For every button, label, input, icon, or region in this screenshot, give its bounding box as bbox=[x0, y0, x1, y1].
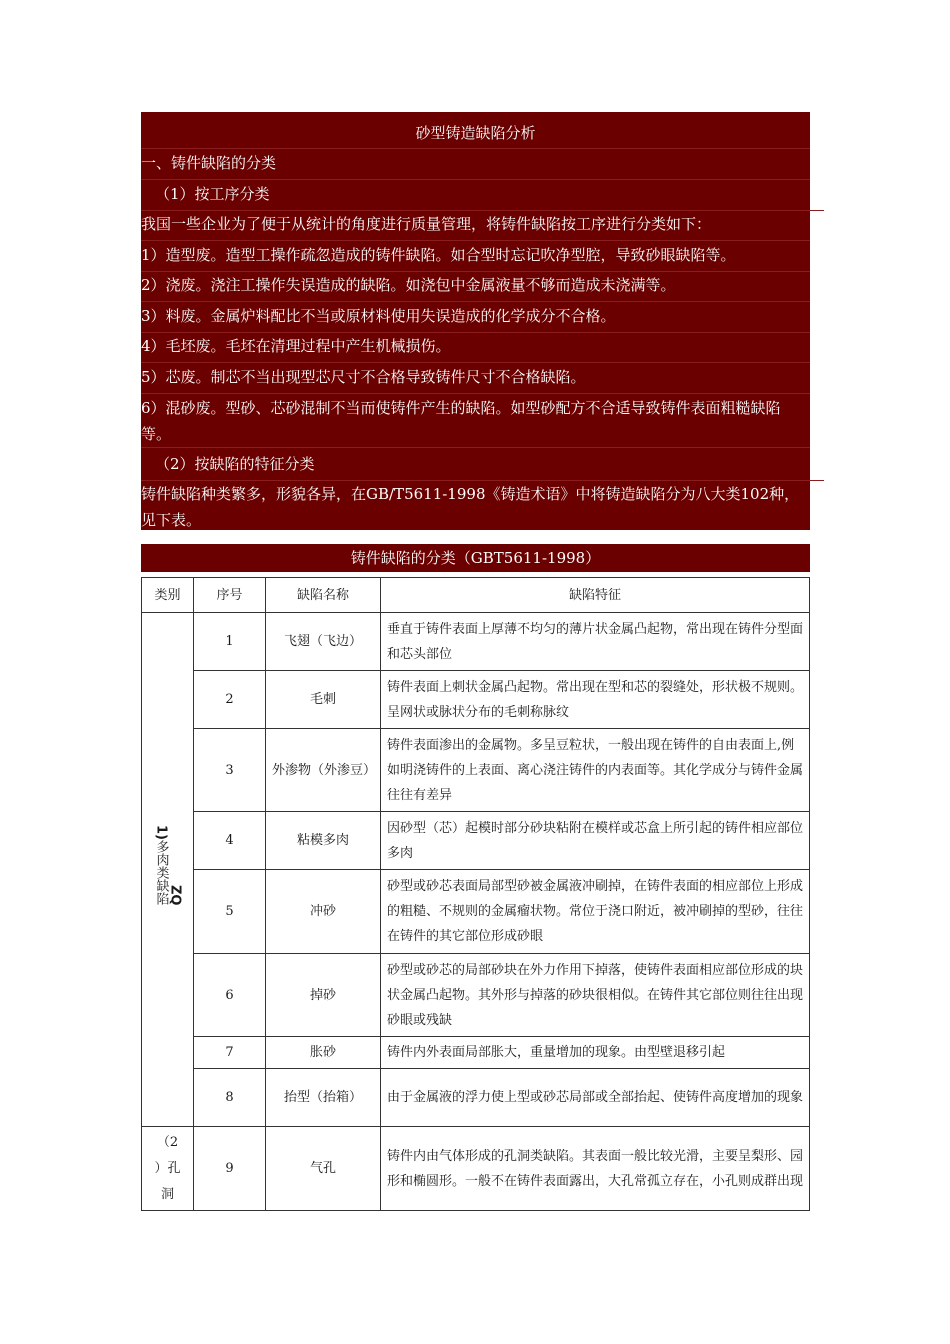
defect-feature: 铸件内由气体形成的孔洞类缺陷。其表面一般比较光滑，主要呈梨形、园形和椭圆形。一般不在铸件表面露出，大孔常孤立存在，小孔则成群出现 bbox=[381, 1127, 810, 1211]
section-heading-1: 一、铸件缺陷的分类 bbox=[141, 150, 810, 180]
row-number: 1 bbox=[194, 613, 266, 671]
doc-title: 砂型铸造缺陷分析 bbox=[141, 120, 810, 149]
sub-heading-feature: （2）按缺陷的特征分类 bbox=[141, 451, 824, 481]
defect-name: 外渗物（外渗豆） bbox=[266, 729, 381, 812]
column-header: 序号 bbox=[194, 578, 266, 613]
table-header-row bbox=[142, 578, 810, 613]
category-text: 多肉类缺陷 bbox=[153, 840, 169, 905]
table-row bbox=[142, 954, 810, 1037]
defect-name: 掉砂 bbox=[266, 954, 381, 1037]
defect-feature: 砂型或砂芯的局部砂块在外力作用下掉落，使铸件表面相应部位形成的块状金属凸起物。其外形与掉落的砂块很相似。在铸件其它部位则往往出现砂眼或残缺 bbox=[381, 954, 810, 1037]
defect-name: 胀砂 bbox=[266, 1037, 381, 1069]
intro-paragraph: 我国一些企业为了便于从统计的角度进行质量管理，将铸件缺陷按工序进行分类如下： bbox=[141, 211, 810, 241]
list-item: 2）浇废。浇注工操作失误造成的缺陷。如浇包中金属液量不够而造成未浇满等。 bbox=[141, 272, 810, 302]
list-item: 1）造型废。造型工操作疏忽造成的铸件缺陷。如合型时忘记吹净型腔，导致砂眼缺陷等。 bbox=[141, 242, 810, 272]
list-item: 3）料废。金属炉料配比不当或原材料使用失误造成的化学成分不合格。 bbox=[141, 303, 810, 333]
table-row bbox=[142, 729, 810, 812]
category-label bbox=[154, 825, 168, 905]
defect-name: 粘模多肉 bbox=[266, 812, 381, 870]
table-title: 铸件缺陷的分类（GBT5611-1998） bbox=[141, 544, 810, 572]
category-2-line: （2 bbox=[156, 1134, 179, 1150]
defect-feature: 垂直于铸件表面上厚薄不均匀的薄片状金属凸起物，常出现在铸件分型面和芯头部位 bbox=[381, 613, 810, 671]
list-item: 4）毛坯废。毛坯在清理过程中产生机械损伤。 bbox=[141, 333, 810, 363]
row-number: 6 bbox=[194, 954, 266, 1037]
column-header: 类别 bbox=[142, 578, 194, 613]
defect-feature: 砂型或砂芯表面局部型砂被金属液冲刷掉，在铸件表面的相应部位上形成的粗糙、不规则的金属瘤状物。常位于浇口附近，被冲刷掉的型砂，往往在铸件的其它部位形成砂眼 bbox=[381, 870, 810, 954]
defect-table bbox=[141, 577, 810, 1211]
defect-name: 毛刺 bbox=[266, 671, 381, 729]
category-cell-holes bbox=[142, 1127, 194, 1211]
sub-heading-process: （1）按工序分类 bbox=[141, 181, 824, 211]
category-prefix: 1) bbox=[153, 825, 169, 840]
list-item: 6）混砂废。型砂、芯砂混制不当而使铸件产生的缺陷。如型砂配方不合适导致铸件表面粗糙缺陷等。 bbox=[141, 395, 810, 448]
table-row bbox=[142, 870, 810, 954]
row-number: 8 bbox=[194, 1069, 266, 1127]
category-label-2 bbox=[142, 1130, 193, 1208]
defect-name: 抬型（抬箱） bbox=[266, 1069, 381, 1127]
list-item: 5）芯废。制芯不当出现型芯尺寸不合格导致铸件尺寸不合格缺陷。 bbox=[141, 364, 810, 394]
column-header: 缺陷特征 bbox=[381, 578, 810, 613]
category-2-line: 洞 bbox=[160, 1186, 174, 1202]
defect-name: 冲砂 bbox=[266, 870, 381, 954]
table-row bbox=[142, 1127, 810, 1211]
intro-block bbox=[141, 112, 810, 530]
row-number: 2 bbox=[194, 671, 266, 729]
category-code-text: ZQ bbox=[167, 884, 183, 905]
table-row bbox=[142, 812, 810, 870]
row-number: 3 bbox=[194, 729, 266, 812]
category-code bbox=[168, 885, 182, 905]
table-row bbox=[142, 613, 810, 671]
table-row bbox=[142, 1037, 810, 1069]
defect-feature: 因砂型（芯）起模时部分砂块粘附在模样或芯盒上所引起的铸件相应部位多肉 bbox=[381, 812, 810, 870]
row-number: 9 bbox=[194, 1127, 266, 1211]
defect-feature: 由于金属液的浮力使上型或砂芯局部或全部抬起、使铸件高度增加的现象 bbox=[381, 1069, 810, 1127]
defect-feature: 铸件内外表面局部胀大，重量增加的现象。由型壁退移引起 bbox=[381, 1037, 810, 1069]
table-row bbox=[142, 671, 810, 729]
column-header: 缺陷名称 bbox=[266, 578, 381, 613]
category-cell-extra-metal bbox=[142, 613, 194, 1127]
row-number: 7 bbox=[194, 1037, 266, 1069]
defect-feature: 铸件表面渗出的金属物。多呈豆粒状，一般出现在铸件的自由表面上,例如明浇铸件的上表面、离心浇注铸件的内表面等。其化学成分与铸件金属往往有差异 bbox=[381, 729, 810, 812]
defect-name: 气孔 bbox=[266, 1127, 381, 1211]
defect-name: 飞翅（飞边） bbox=[266, 613, 381, 671]
table-row bbox=[142, 1069, 810, 1127]
feature-paragraph: 铸件缺陷种类繁多，形貌各异，在GB/T5611-1998《铸造术语》中将铸造缺陷分为八大类102种，见下表。 bbox=[141, 485, 800, 529]
row-number: 5 bbox=[194, 870, 266, 954]
row-number: 4 bbox=[194, 812, 266, 870]
defect-feature: 铸件表面上刺状金属凸起物。常出现在型和芯的裂缝处，形状极不规则。呈网状或脉状分布的毛刺称脉纹 bbox=[381, 671, 810, 729]
category-2-line: ）孔 bbox=[154, 1160, 181, 1176]
